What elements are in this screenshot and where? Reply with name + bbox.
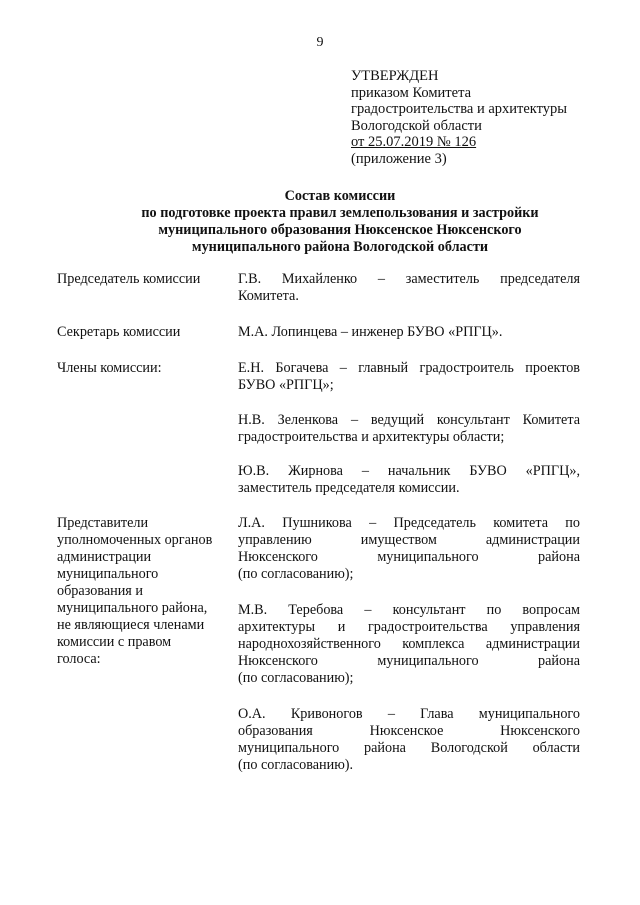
approval-region: Вологодской области — [351, 117, 482, 134]
representative-entry — [238, 706, 580, 774]
approval-appendix: (приложение 3) — [351, 150, 447, 167]
representative-line: (по согласованию). — [238, 757, 354, 773]
representatives-label-line: Представители — [57, 515, 149, 531]
representative-line: образования Нюксенское Нюксенского — [238, 723, 580, 739]
chairman-entry — [238, 271, 580, 305]
representative-line: Нюксенского муниципального района — [238, 653, 580, 669]
document-title — [80, 188, 600, 256]
representative-line: управлению имуществом администрации — [238, 532, 580, 548]
approval-committee: градостроительства и архитектуры — [351, 101, 568, 117]
representative-line: Л.А. Пушникова – Председатель комитета по — [238, 515, 580, 531]
representative-line: Нюксенского муниципального района — [238, 549, 580, 565]
representative-line: муниципального района Вологодской области — [238, 740, 580, 756]
representatives-label-line: образования и — [57, 583, 143, 599]
title-line-3: муниципального образования Нюксенское Нюксенского — [158, 222, 522, 238]
members-label: Члены комиссии: — [57, 360, 162, 376]
member-entry — [238, 463, 580, 497]
representatives-label-line: муниципального — [57, 566, 159, 582]
approval-heading: УТВЕРЖДЕН — [351, 68, 439, 84]
representative-line: народнохозяйственного комплекса администрации — [238, 636, 580, 652]
secretary-line: М.А. Лопинцева – инженер БУВО «РПГЦ». — [238, 324, 503, 340]
representative-line: М.В. Теребова – консультант по вопросам — [238, 602, 580, 618]
representatives-label-line: голоса: — [57, 651, 101, 667]
member-line: градостроительства и архитектуры области; — [238, 429, 505, 445]
title-line-2: по подготовке проекта правил землепользования и застройки — [141, 205, 539, 221]
page-number: 9 — [316, 35, 324, 50]
representatives-label-line: муниципального района, — [57, 600, 208, 616]
chairman-label: Председатель комиссии — [57, 271, 201, 287]
secretary-label: Секретарь комиссии — [57, 324, 181, 340]
representatives-label — [57, 515, 227, 668]
approval-order: приказом Комитета — [351, 84, 472, 101]
approval-date-number: от 25.07.2019 № 126 — [351, 134, 477, 150]
member-entry — [238, 412, 580, 446]
chairman-line: Г.В. Михайленко – заместитель председателя — [238, 271, 580, 287]
approval-stamp — [351, 68, 621, 167]
member-entry — [238, 360, 580, 394]
member-line: БУВО «РПГЦ»; — [238, 377, 334, 393]
representatives-label-line: уполномоченных органов — [57, 532, 213, 548]
title-line-1: Состав комиссии — [284, 188, 396, 204]
title-line-4: муниципального района Вологодской области — [191, 239, 489, 255]
representatives-label-line: не являющиеся членами — [57, 617, 205, 633]
representatives-label-line: администрации — [57, 549, 152, 565]
member-line: Е.Н. Богачева – главный градостроитель проектов — [238, 360, 580, 376]
representative-entry — [238, 602, 580, 687]
representatives-label-line: комиссии с правом — [57, 634, 172, 650]
representative-line: (по согласованию); — [238, 670, 354, 686]
member-line: Ю.В. Жирнова – начальник БУВО «РПГЦ», — [238, 463, 580, 479]
representative-line: О.А. Кривоногов – Глава муниципального — [238, 706, 580, 722]
member-line: заместитель председателя комиссии. — [238, 480, 460, 496]
chairman-line: Комитета. — [238, 288, 299, 304]
representative-line: (по согласованию); — [238, 566, 354, 582]
representative-entry — [238, 515, 580, 583]
representative-line: архитектуры и градостроительства управления — [238, 619, 580, 635]
member-line: Н.В. Зеленкова – ведущий консультант Комитета — [238, 412, 580, 428]
secretary-entry — [238, 324, 580, 341]
